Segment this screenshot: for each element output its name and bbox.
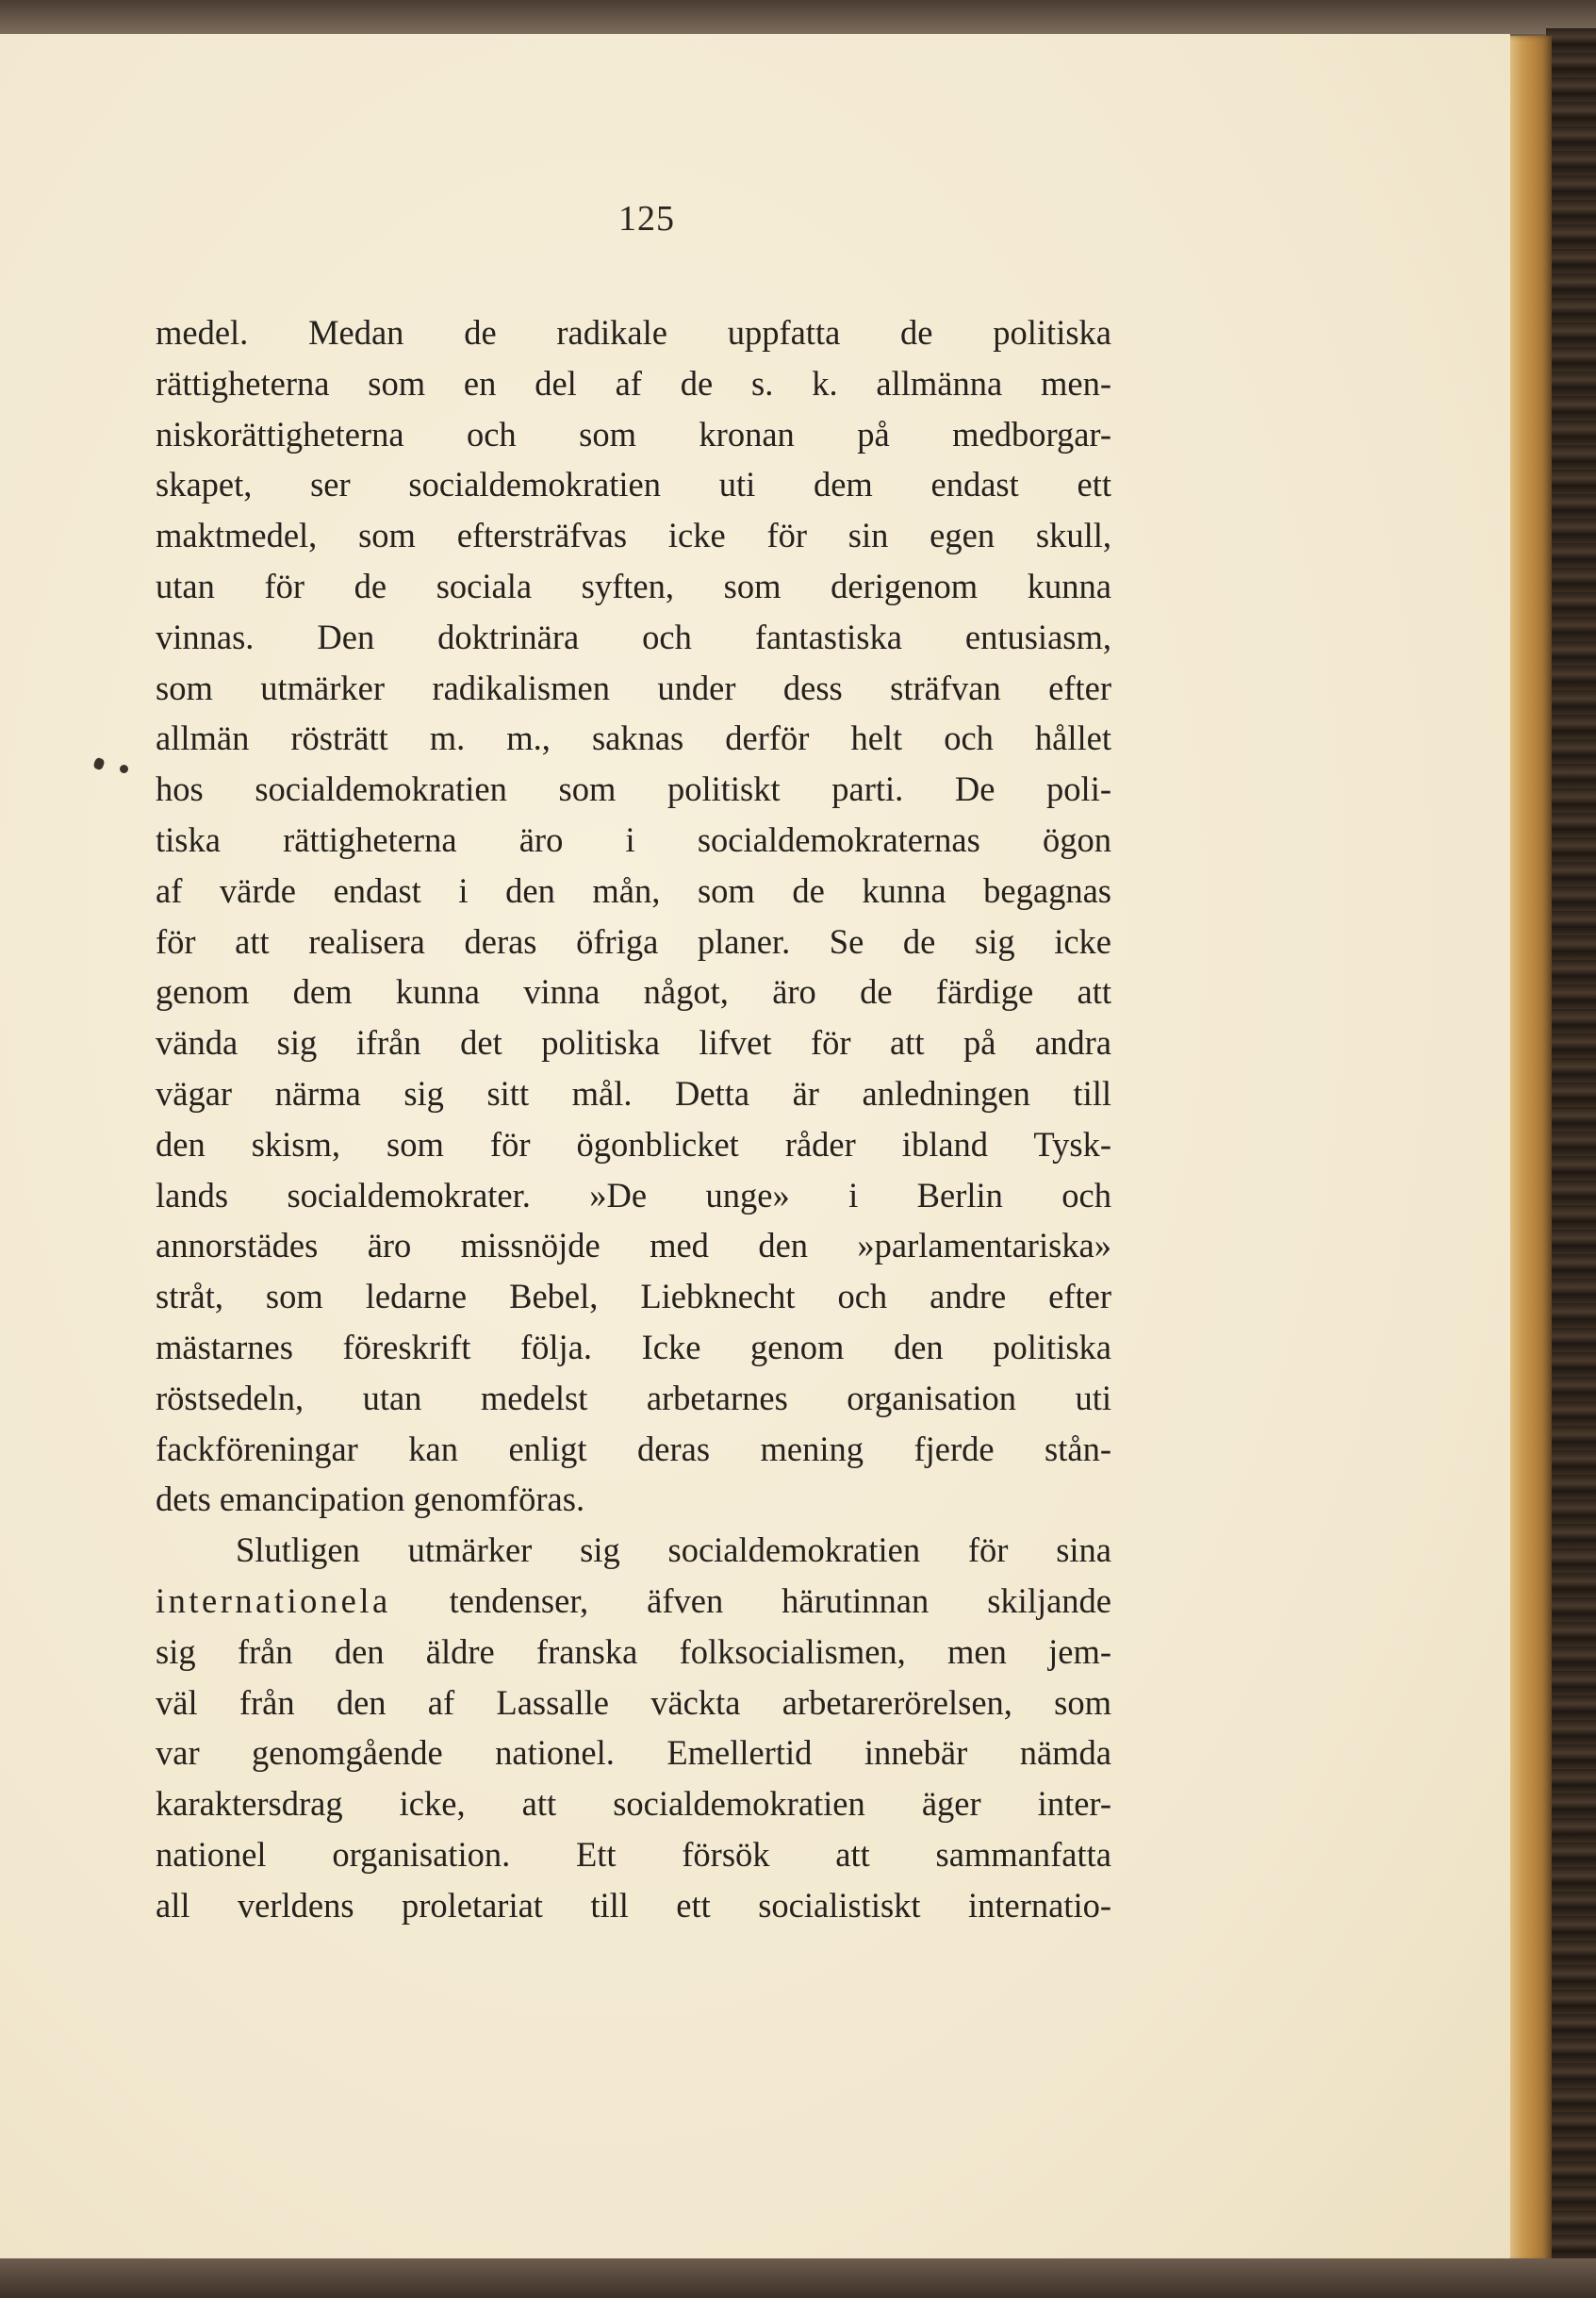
page-number: 125 [618, 199, 675, 239]
text-line: maktmedel, som eftersträfvas icke för sin egen skull, [156, 516, 1111, 555]
margin-dot [120, 765, 128, 773]
text-line: sig från den äldre franska folksocialismen, men jem- [156, 1631, 1111, 1671]
text-line: annorstädes äro missnöjde med den »parlamentariska» [156, 1226, 1111, 1265]
text-line: mästarnes föreskrift följa. Icke genom den politiska [156, 1327, 1111, 1366]
text-line-spaced [156, 1576, 1111, 1627]
text-line: stråt, som ledarne Bebel, Liebknecht och andre efter [156, 1277, 1111, 1316]
text-line: för att realisera deras öfriga planer. Se de sig icke [156, 921, 1111, 961]
text-line: dets emancipation genomföras. [156, 1480, 585, 1519]
text-line: karaktersdrag icke, att socialdemokratien äger inter- [156, 1784, 1111, 1824]
scan-background-bottom [0, 2258, 1596, 2298]
text-line: genom dem kunna vinna något, äro de färdige att [156, 972, 1111, 1012]
text-line: vinnas. Den doktrinära och fantastiska entusiasm, [156, 617, 1111, 656]
text-line: var genomgående nationel. Emellertid innebär nämda [156, 1733, 1111, 1773]
text-line: nationel organisation. Ett försök att sammanfatta [156, 1834, 1111, 1874]
text-line: medel. Medan de radikale uppfatta de politiska [156, 313, 1111, 352]
text-line: vägar närma sig sitt mål. Detta är anledningen till [156, 1073, 1111, 1113]
text-line: all verldens proletariat till ett socialistiskt internatio- [156, 1885, 1111, 1925]
text-line: allmän rösträtt m. m., saknas derför helt och hållet [156, 719, 1111, 758]
text-line: röstsedeln, utan medelst arbetarnes organisation uti [156, 1378, 1111, 1417]
body-text [156, 307, 1111, 1931]
text-line: den skism, som för ögonblicket råder ibland Tysk- [156, 1124, 1111, 1164]
text-line: fackföreningar kan enligt deras mening fjerde stån- [156, 1429, 1111, 1468]
text-line: rättigheterna som en del af de s. k. allmänna men- [156, 363, 1111, 403]
page-edges [1506, 36, 1552, 2261]
spaced-word: internationela [156, 1580, 391, 1620]
book-binding [1546, 28, 1596, 2273]
text-line-rest: tendenser, äfven härutinnan skiljande [390, 1580, 1111, 1620]
text-line: lands socialdemokrater. »De unge» i Berlin och [156, 1175, 1111, 1215]
text-line: tiska rättigheterna äro i socialdemokraternas ögon [156, 819, 1111, 859]
text-line: utan för de sociala syften, som derigenom kunna [156, 566, 1111, 605]
text-line: niskorättigheterna och som kronan på medborgar- [156, 414, 1111, 454]
text-line: af värde endast i den mån, som de kunna begagnas [156, 870, 1111, 910]
text-line: väl från den af Lassalle väckta arbetarerörelsen, som [156, 1682, 1111, 1722]
text-line: vända sig ifrån det politiska lifvet för att på andra [156, 1023, 1111, 1063]
text-line: skapet, ser socialdemokratien uti dem endast ett [156, 465, 1111, 504]
text-line: som utmärker radikalismen under dess sträfvan efter [156, 668, 1111, 707]
text-line: Slutligen utmärker sig socialdemokratien för sina [236, 1530, 1111, 1570]
text-line: hos socialdemokratien som politiskt parti. De poli- [156, 769, 1111, 809]
scan-background-top [0, 0, 1596, 34]
